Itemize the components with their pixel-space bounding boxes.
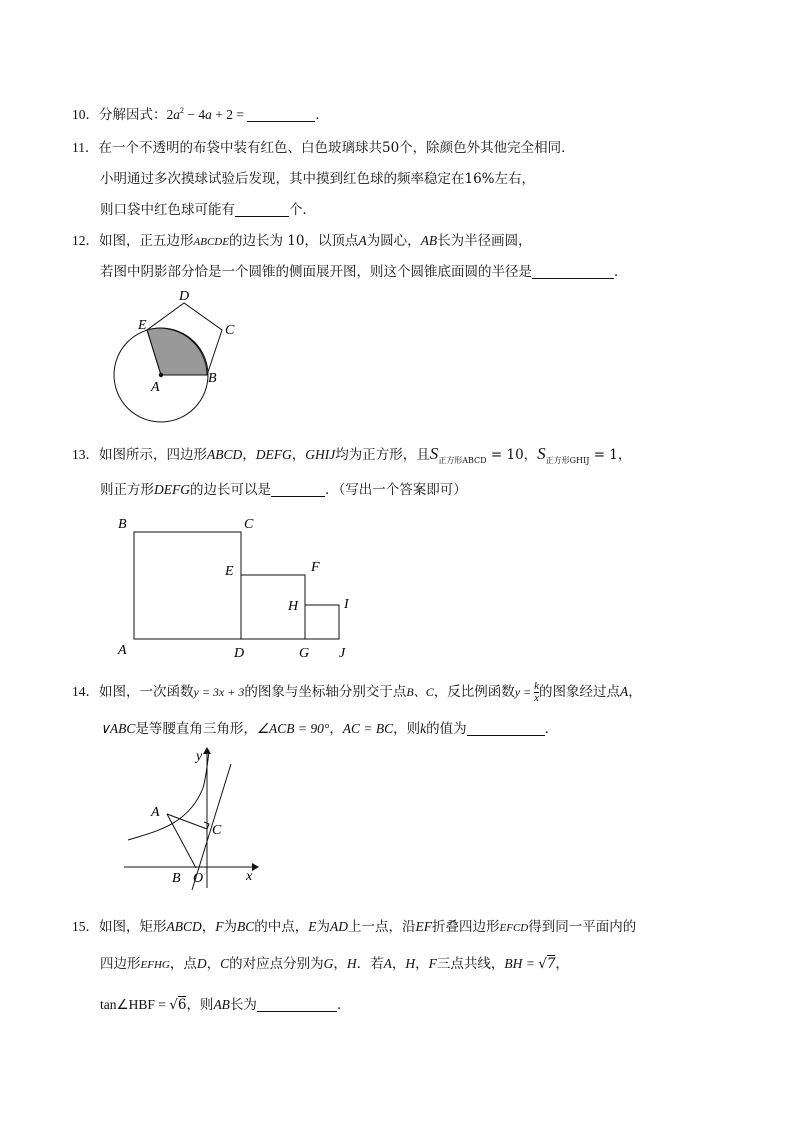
- question-text: 在一个不透明的布袋中装有红色、白色玻璃球共50个，除颜色外其他完全相同．: [98, 140, 575, 156]
- math-var: E: [308, 919, 317, 934]
- question-text: 长为半径画圆，: [437, 233, 532, 249]
- question-text: ．（写出一个答案即可）: [325, 482, 467, 498]
- math-var: AD: [330, 919, 349, 934]
- term: − 4: [184, 107, 206, 122]
- label-B: B: [118, 517, 127, 532]
- segment-AC: [167, 814, 207, 829]
- question-text: ，点: [169, 956, 197, 972]
- math-var: ABCD: [207, 447, 243, 462]
- math-var: H: [346, 956, 357, 971]
- label-A: A: [118, 643, 127, 658]
- square-ABCD: [134, 532, 241, 639]
- question-text: 的中点，: [254, 919, 309, 935]
- denominator: x: [534, 692, 540, 704]
- center-point: [159, 373, 163, 377]
- question-text: 长为: [229, 997, 257, 1013]
- question-text: 为: [316, 919, 331, 935]
- question-text: 为: [223, 919, 237, 935]
- label-C: C: [225, 323, 235, 338]
- answer-blank[interactable]: [271, 482, 325, 497]
- label-J: J: [339, 646, 346, 661]
- question-11-line-1: [72, 136, 575, 156]
- punct: ．: [544, 721, 559, 737]
- question-text: 三点共线，: [436, 956, 505, 972]
- area-subscript: 正方形GHIJ: [545, 456, 590, 465]
- label-C: C: [244, 517, 254, 532]
- punct: ，: [555, 956, 569, 972]
- question-number: 15．: [72, 919, 99, 934]
- math-var: D: [196, 956, 207, 971]
- radicand: 7: [546, 956, 556, 972]
- term: + 2 =: [211, 107, 248, 122]
- question-text: 均为正方形，且: [335, 447, 430, 463]
- math-var: G: [323, 956, 334, 971]
- question-text: 如图，正五边形: [99, 233, 194, 249]
- math-expression: y =: [514, 685, 535, 699]
- question-text: 得到同一平面内的: [528, 919, 637, 935]
- math-var: k: [420, 721, 427, 736]
- var: a: [205, 107, 212, 122]
- answer-blank[interactable]: [235, 202, 289, 217]
- sqrt-symbol: √: [538, 956, 547, 972]
- punct: ，: [201, 919, 216, 935]
- area-value: = 10: [486, 447, 524, 463]
- question-text: 小明通过多次摸球试验后发现，其中摸到红色球的频率稳定在16%左右，: [100, 171, 536, 187]
- answer-blank[interactable]: [257, 997, 337, 1012]
- question-text: 如图所示，四边形: [99, 447, 207, 463]
- punct: ，: [628, 684, 642, 700]
- question-text: 的图象与坐标轴分别交于点: [244, 684, 407, 700]
- math-expression: y = 3x + 3: [193, 685, 245, 699]
- punct: ，: [206, 956, 221, 972]
- math-expression: tan∠HBF =: [100, 997, 170, 1012]
- question-12-line-1: [72, 229, 532, 249]
- math-var: ABCDE: [193, 236, 229, 248]
- question-14-line-1: [72, 680, 642, 704]
- question-text: 折叠四边形: [432, 919, 500, 935]
- label-I: I: [344, 597, 349, 612]
- math-var: BC: [237, 919, 255, 934]
- segment-AB: [167, 814, 196, 868]
- math-var: AB: [213, 997, 230, 1012]
- math-expression: [167, 107, 248, 122]
- label-O: O: [193, 871, 204, 886]
- label-y: y: [196, 749, 203, 764]
- label-D: D: [234, 646, 245, 661]
- question-text: 的值为: [426, 721, 467, 737]
- punct: ，: [415, 956, 429, 972]
- question-text: 则正方形: [100, 482, 154, 498]
- label-A: A: [151, 380, 160, 395]
- label-E: E: [138, 318, 147, 333]
- question-text: 若图中阴影部分恰是一个圆锥的侧面展开图，则这个圆锥底面圆的半径是: [100, 264, 532, 280]
- label-A: A: [151, 805, 160, 820]
- coef: 2: [166, 107, 174, 122]
- question-text: ．若: [356, 956, 384, 972]
- question-number: 10．: [72, 107, 99, 122]
- question-15-line-3: [100, 993, 350, 1013]
- question-number: 13．: [72, 447, 99, 462]
- punct: ．: [315, 107, 329, 123]
- question-12-line-2: [100, 260, 628, 280]
- question-text: 为圆心，: [366, 233, 421, 249]
- math-expression: ∨ABC: [100, 721, 136, 736]
- math-var: AB: [420, 233, 438, 248]
- question-text: 如图，矩形: [99, 919, 167, 935]
- question-15-line-1: [72, 915, 636, 935]
- question-text: ，则: [393, 721, 421, 737]
- hyperbola-curve: [128, 752, 209, 840]
- question-text: ，则: [186, 997, 214, 1013]
- area-symbol: S: [537, 444, 546, 463]
- math-var: A: [383, 956, 392, 971]
- math-var: F: [428, 956, 437, 971]
- exponent: 2: [180, 106, 184, 115]
- question-15-line-2: [100, 952, 569, 972]
- question-text: 是等腰直角三角形，: [135, 721, 257, 737]
- question-text: 分解因式：: [99, 107, 167, 123]
- question-number: 11．: [72, 140, 99, 155]
- question-text: 个．: [289, 202, 316, 218]
- question-text: 的边长为 10，以顶点: [228, 233, 359, 249]
- label-B: B: [208, 371, 217, 386]
- question-13-line-1: [72, 443, 631, 466]
- punct: ，: [391, 956, 406, 972]
- punct: ，: [523, 447, 538, 463]
- math-var: A: [358, 233, 367, 248]
- math-var: EF: [415, 919, 433, 934]
- punct: ，: [333, 956, 347, 972]
- area-symbol: S: [429, 444, 439, 463]
- label-x: x: [246, 869, 253, 884]
- question-11-line-2: [100, 167, 535, 187]
- question-text: 的对应点分别为: [229, 956, 324, 972]
- math-var: GHIJ: [305, 447, 336, 462]
- question-text: 的图象经过点: [539, 684, 621, 700]
- question-text: 则口袋中红色球可能有: [100, 202, 235, 218]
- math-expression: ∠ACB = 90°: [256, 721, 330, 736]
- question-10: [72, 103, 329, 123]
- question-text: 如图，一次函数: [99, 684, 194, 700]
- label-C: C: [212, 823, 222, 838]
- squares-figure: [112, 512, 362, 662]
- math-expression: BH =: [504, 956, 539, 971]
- numerator: k: [534, 680, 540, 692]
- math-var: DEFG: [255, 447, 292, 462]
- label-E: E: [225, 564, 234, 579]
- math-var: ABCD: [166, 919, 202, 934]
- punct: ，: [329, 721, 343, 737]
- question-number: 12．: [72, 233, 99, 248]
- punct: ，: [291, 447, 306, 463]
- math-var: F: [215, 919, 224, 934]
- math-var: A: [620, 684, 629, 699]
- answer-blank[interactable]: [532, 264, 614, 279]
- label-H: H: [288, 599, 299, 614]
- shaded-sector: [147, 328, 207, 375]
- punct: ．: [336, 997, 351, 1013]
- question-number: 14．: [72, 684, 99, 699]
- area-subscript: 正方形ABCD: [438, 456, 487, 465]
- label-F: F: [311, 560, 320, 575]
- question-text: 上一点，沿: [348, 919, 416, 935]
- math-var: EFHG: [140, 959, 170, 971]
- answer-blank[interactable]: [247, 107, 315, 122]
- question-13-line-2: [100, 478, 467, 498]
- math-var: EFCD: [499, 922, 529, 934]
- answer-blank[interactable]: [467, 721, 545, 736]
- question-11-line-3: [100, 198, 316, 218]
- math-var: DEFG: [154, 482, 190, 497]
- var: a: [173, 107, 180, 122]
- radicand: 6: [177, 997, 187, 1013]
- math-var: H: [405, 956, 416, 971]
- punct: ．: [614, 264, 628, 280]
- question-text: 四边形: [100, 956, 141, 972]
- punct: ，: [242, 447, 256, 463]
- pentagon-circle-figure: [108, 285, 248, 425]
- square-GHIJ: [305, 605, 339, 639]
- math-var: C: [220, 956, 230, 971]
- punct: ，: [617, 447, 632, 463]
- label-D: D: [179, 289, 190, 304]
- label-G: G: [299, 646, 310, 661]
- question-14-line-2: [100, 717, 558, 737]
- math-var: B、C: [406, 685, 434, 699]
- sqrt-symbol: √: [169, 997, 178, 1013]
- label-B: B: [172, 871, 181, 886]
- question-text: 的边长可以是: [190, 482, 271, 498]
- question-text: ，反比例函数: [433, 684, 515, 700]
- math-expression: AC = BC: [342, 721, 394, 736]
- area-value: = 1: [589, 447, 618, 463]
- coordinate-figure: [118, 742, 268, 892]
